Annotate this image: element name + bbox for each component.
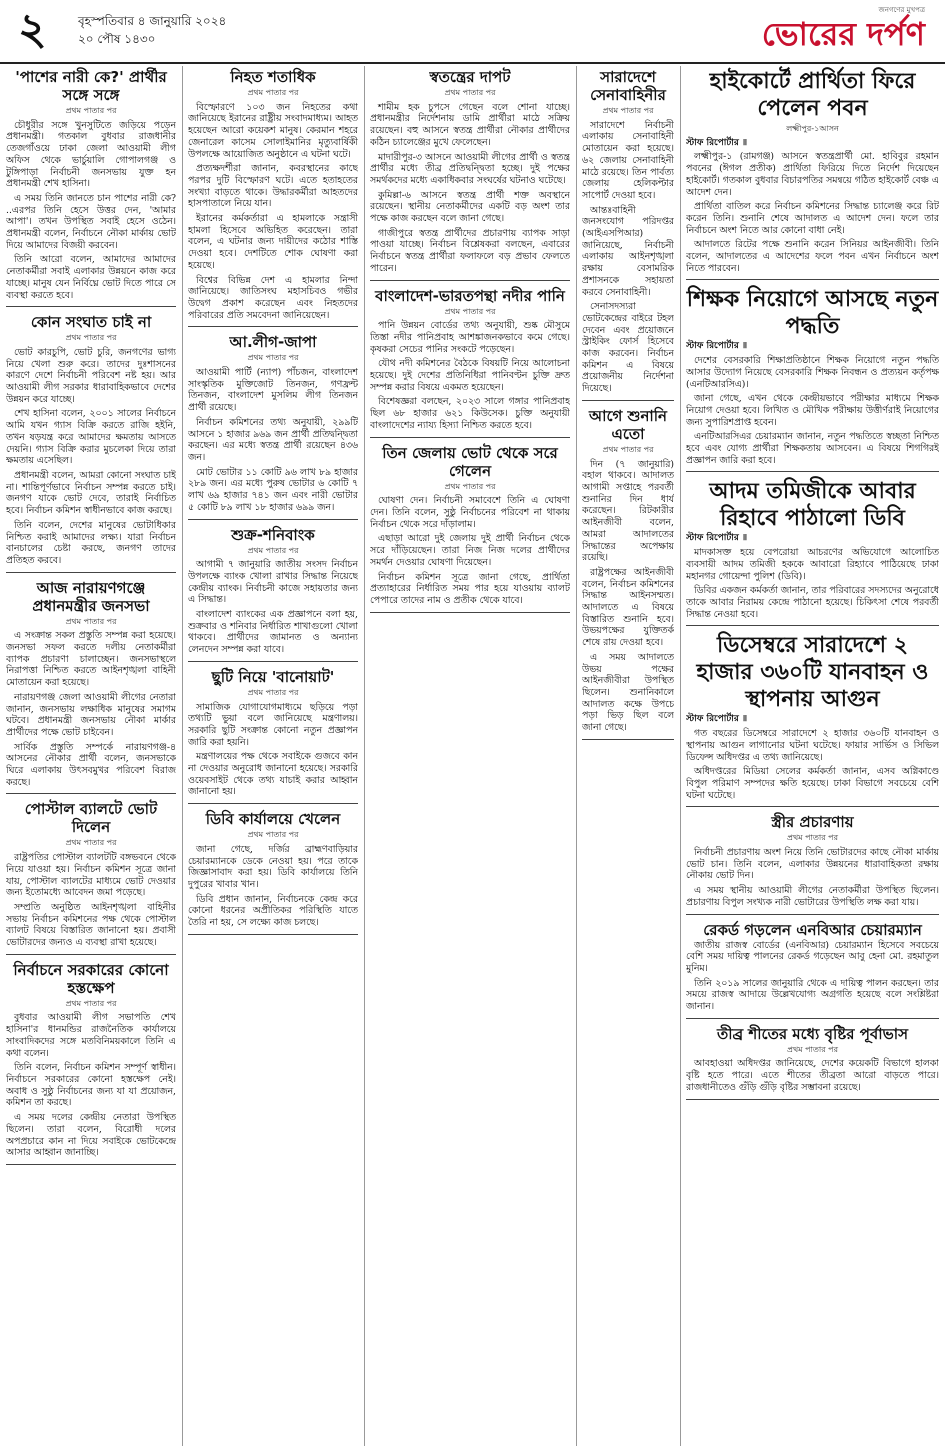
article-byline: স্টাফ রিপোর্টার ॥ [686, 533, 748, 544]
news-article [6, 961, 176, 1165]
news-article [582, 407, 674, 740]
article-kicker: প্রথম পাতার পর [247, 687, 299, 697]
newspaper-logo [762, 4, 925, 52]
article-divider [188, 519, 358, 520]
article-paragraph: আন্তঃবাহিনী জনসংযোগ পরিদপ্তর (আইএসপিআর) জানিয়েছে, নির্বাচনী এলাকায় আইনশৃঙ্খলা রক্ষায় বেসামরিক প্রশাসনকে সহায়তা করবে সেনাবাহিনী। [582, 204, 674, 298]
article-divider [188, 661, 358, 662]
article-paragraph: নির্বাচনী প্রচারণায় অংশ নিয়ে তিনি ভোটারদের কাছে নৌকা মার্কায় ভোট চান। তিনি বলেন, এলাকার উন্নয়নের ধারাবাহিকতা রক্ষায় নৌকায় ভোট দিন। [686, 847, 939, 882]
article-body [582, 120, 674, 395]
article-paragraph: মন্ত্রণালয়ের পক্ষ থেকে সবাইকে গুজবে কান না দেওয়ার অনুরোধ জানানো হয়েছে। সরকারি ওয়েবসাইট থেকে তথ্য যাচাই করার আহ্বান জানানো হয়। [188, 751, 358, 798]
article-paragraph: বিশ্বের বিভিন্ন দেশ এ হামলার নিন্দা জানিয়েছে। জাতিসংঘ মহাসচিবও গভীর উদ্বেগ প্রকাশ করেছেন এবং নিহতদের পরিবারের প্রতি সমবেদনা জানিয়েছেন। [188, 274, 358, 321]
article-divider [686, 625, 939, 626]
logo-tagline: জনগণের মুখপত্র [878, 6, 925, 14]
article-paragraph: এ সংক্রান্ত সকল প্রস্তুতি সম্পন্ন করা হয়েছে। জনসভা সফল করতে দলীয় নেতাকর্মীরা ব্যাপক প্রচারণা চালাচ্ছেন। জনসভাস্থলে নিরাপত্তা নিশ্চিত করতে আইনশৃঙ্খলা বাহিনী মোতায়েন করা হয়েছে। [6, 630, 176, 689]
logo-name: ভোরের দর্পণ [761, 15, 925, 53]
article-body [370, 495, 570, 606]
article-paragraph: জানা গেছে, এখন থেকে কেন্দ্রীয়ভাবে পরীক্ষার মাধ্যমে শিক্ষক নিয়োগ দেওয়া হবে। লিখিত ও মৌখিক পরীক্ষায় উত্তীর্ণরাই নিয়োগের জন্য সুপারিশপ্রাপ্ত হবেন। [686, 393, 939, 428]
article-byline: স্টাফ রিপোর্টার ॥ [686, 341, 748, 352]
article-divider [582, 400, 674, 401]
article-kicker: প্রথম পাতার পর [65, 998, 117, 1008]
article-kicker: প্রথম পাতার পর [787, 833, 838, 843]
article-headline: তীব্র শীতের মধ্যে বৃষ্টির পূর্বাভাস [716, 1024, 909, 1043]
article-body [582, 459, 674, 734]
article-paragraph: তিনি ২০১৯ সালের জানুয়ারি থেকে এ দায়িত্ব পালন করছেন। তার সময়ে রাজস্ব আদায়ে উল্লেখযোগ্য অগ্রগতি হয়েছে বলে সংশ্লিষ্টরা জানান। [686, 977, 939, 1013]
article-paragraph: বিশেষজ্ঞরা বলছেন, ২০২৩ সালে গঙ্গার পানিপ্রবাহ ছিল ৬৮ হাজার ৬২১ কিউসেক। চুক্তি অনুযায়ী বাংলাদেশের ন্যায্য হিস্যা নিশ্চিত করতে হবে। [370, 396, 570, 431]
masthead [0, 0, 945, 64]
article-body [188, 102, 358, 322]
article-divider [188, 934, 358, 935]
news-article [370, 444, 570, 613]
article-paragraph: সার্বিক প্রস্তুতি সম্পর্কে নারায়ণগঞ্জ-৪ আসনের নৌকার প্রার্থী বলেন, জনসভাকে ঘিরে এলাকায় উৎসবমুখর পরিবেশ বিরাজ করছে। [6, 741, 176, 788]
article-paragraph: এনটিআরসিএর চেয়ারম্যান জানান, নতুন পদ্ধতিতে স্বচ্ছতা নিশ্চিত হবে এবং যোগ্য প্রার্থীরা শিক্ষকতায় আসবেন। এ বিষয়ে শিগগিরই প্রজ্ঞাপন জারি করা হবে। [686, 431, 939, 466]
article-paragraph: তিনি বলেন, নির্বাচন কমিশন সম্পূর্ণ স্বাধীন। নির্বাচনে সরকারের কোনো হস্তক্ষেপ নেই। অবাধ ও সুষ্ঠু নির্বাচনের জন্য যা যা প্রয়োজন, কমিশন তা করছে। [6, 1062, 176, 1109]
article-kicker: প্রথম পাতার পর [65, 838, 117, 848]
article-paragraph: আদালতে রিটের পক্ষে শুনানি করেন সিনিয়র আইনজীবী। তিনি বলেন, আদালতের এ আদেশের ফলে পবন এখন নির্বাচনে অংশ নিতে পারবেন। [686, 239, 939, 274]
article-paragraph: দেশের বেসরকারি শিক্ষাপ্রতিষ্ঠানে শিক্ষক নিয়োগে নতুন পদ্ধতি আসার উদ্যোগ নিয়েছে বেসরকারি শিক্ষক নিবন্ধন ও প্রত্যয়ন কর্তৃপক্ষ (এনটিআরসিএ)। [686, 355, 939, 390]
article-headline: স্ত্রীর প্রচারণায় [771, 813, 854, 832]
article-kicker: প্রথম পাতার পর [247, 353, 299, 363]
article-headline: সারাদেশে সেনাবাহিনীর [590, 68, 666, 104]
column-4 [582, 66, 674, 1446]
article-divider [686, 1099, 939, 1100]
news-article [188, 333, 358, 519]
news-article [6, 68, 176, 307]
article-paragraph: নির্বাচন কমিশনের তথ্য অনুযায়ী, ২৯৯টি আসনে ১ হাজার ৯৬৯ জন প্রার্থী প্রতিদ্বন্দ্বিতা করছেন। এর মধ্যে স্বতন্ত্র প্রার্থী রয়েছেন ৪৩৬ জন। [188, 416, 358, 463]
article-headline: আ.লীগ-জাপা [229, 333, 317, 352]
article-paragraph: মাদকাসক্ত হয়ে বেপরোয়া আচরণের অভিযোগে আলোচিত ব্যবসায়ী আদম তমিজী হককে আবারো রিহ্যাবে পাঠিয়েছে ঢাকা মহানগর গোয়েন্দা পুলিশ (ডিবি)। [686, 547, 939, 582]
article-paragraph: বাংলাদেশ ব্যাংকের এক প্রজ্ঞাপনে বলা হয়, শুক্রবার ও শনিবার নির্ধারিত শাখাগুলো খোলা থাকবে। প্রার্থীদের জামানত ও অন্যান্য লেনদেন সম্পন্ন করা যাবে। [188, 609, 358, 656]
article-headline: ছুটি নিয়ে 'বানোয়াট' [211, 667, 335, 686]
article-body [686, 138, 939, 275]
article-kicker: প্রথম পাতার পর [65, 333, 117, 343]
article-body [370, 320, 570, 431]
article-paragraph: পানি উন্নয়ন বোর্ডের তথ্য অনুযায়ী, শুষ্ক মৌসুমে তিস্তা নদীর পানিপ্রবাহ আশঙ্কাজনকভাবে কমে গেছে। কৃষকরা সেচের পানির সংকটে পড়েছেন। [370, 320, 570, 355]
article-body [370, 102, 570, 275]
article-paragraph: শামীম হক চুপসে গেছেন বলে শোনা যাচ্ছে। প্রধানমন্ত্রীর নির্দেশনায় ডামি প্রার্থীরা মাঠে সক্রিয় রয়েছেন। বহু আসনে স্বতন্ত্র প্রার্থীরা নৌকার প্রার্থীদের কঠিন চ্যালেঞ্জের মুখে ফেলেছেন। [370, 101, 570, 148]
article-headline: 'পাশের নারী কে?' প্রার্থীর সঙ্গে সঙ্গে [15, 68, 167, 104]
news-article [6, 800, 176, 954]
article-paragraph: যৌথ নদী কমিশনের বৈঠকে বিষয়টি নিয়ে আলোচনা হয়েছে। দুই দেশের প্রতিনিধিরা পানিবণ্টন চুক্তি দ্রুত সম্পন্ন করার বিষয়ে একমত হয়েছেন। [370, 358, 570, 393]
article-paragraph: এ সময় আদালতে উভয় পক্ষের আইনজীবীরা উপস্থিত ছিলেন। শুনানিকালে আদালত কক্ষে উপচে পড়া ভিড় ছিল বলে জানা গেছে। [582, 651, 674, 734]
news-article [686, 813, 939, 914]
article-divider [370, 280, 570, 281]
article-paragraph: ইরানের কর্মকর্তারা এ হামলাকে সন্ত্রাসী হামলা হিসেবে অভিহিত করেছেন। তারা বলেন, এ ঘটনার জন্য দায়ীদের কঠোর শাস্তি দেওয়া হবে। দেশটিতে শোক ঘোষণা করা হয়েছে। [188, 213, 358, 271]
article-headline: শুক্র-শনিবাংক [231, 525, 315, 544]
article-byline: স্টাফ রিপোর্টার ॥ [686, 137, 748, 148]
news-article [686, 1025, 939, 1100]
article-body [686, 533, 939, 620]
article-paragraph: দিন (৭ জানুয়ারি) বহাল থাকবে। আদালত আগামী সপ্তাহে পরবর্তী শুনানির দিন ধার্য করেছেন। রিটকারীর আইনজীবী বলেন, আমরা আদালতের সিদ্ধান্তের অপেক্ষায় রয়েছি। [582, 458, 674, 564]
article-kicker: প্রথম পাতার পর [444, 481, 496, 491]
article-divider [582, 739, 674, 740]
article-body [188, 844, 358, 929]
article-kicker: প্রথম পাতার পর [444, 88, 496, 97]
article-kicker: প্রথম পাতার পর [602, 444, 654, 454]
column-5 [686, 66, 939, 1446]
article-paragraph: সারাদেশে নির্বাচনী এলাকায় সেনাবাহিনী মোতায়েন করা হয়েছে। ৬২ জেলায় সেনাবাহিনী মাঠে রয়েছে। তিন পার্বত্য জেলায় হেলিকপ্টার সাপোর্ট দেওয়া হবে। [582, 119, 674, 201]
article-kicker: প্রথম পাতার পর [787, 1044, 838, 1054]
article-headline: পোস্টাল ব্যালটে ভোট দিলেন [24, 800, 158, 837]
article-body [6, 1012, 176, 1158]
news-article [686, 478, 939, 626]
article-divider [6, 572, 176, 573]
article-divider [188, 803, 358, 804]
article-body [686, 847, 939, 909]
news-article [188, 526, 358, 662]
column-2 [188, 66, 358, 1446]
article-paragraph: তিনি বলেন, দেশের মানুষের ভোটাধিকার নিশ্চিত করাই আমাদের লক্ষ্য। যারা নির্বাচন বানচালের চেষ্টা করছে, জনগণ তাদের প্রতিহত করবে। [6, 519, 176, 566]
article-body [686, 1058, 939, 1093]
article-paragraph: মাদারীপুর-৩ আসনে আওয়ামী লীগের প্রার্থী ও স্বতন্ত্র প্রার্থীর মধ্যে তীব্র প্রতিদ্বন্দ্বিতা হচ্ছে। দুই পক্ষের সমর্থকদের মধ্যে একাধিকবার সংঘর্ষের ঘটনাও ঘটেছে। [370, 151, 570, 186]
article-divider [686, 914, 939, 915]
article-paragraph: কুমিল্লা-৬ আসনে স্বতন্ত্র প্রার্থী শক্ত অবস্থানে রয়েছেন। স্থানীয় নেতাকর্মীদের একটি বড় অংশ তার পক্ষে কাজ করছেন বলে জানা গেছে। [370, 189, 570, 225]
article-divider [6, 793, 176, 794]
article-paragraph: চৌধুরীর সঙ্গে খুনসুটিতে জড়িয়ে পড়েন প্রধানমন্ত্রী। গতকাল বুধবার রাজধানীর তেজগাঁওয়ে ঢাকা জেলা আওয়ামী লীগ অফিস থেকে ভার্চুয়ালি গোপালগঞ্জ ও টুঙ্গিপাড়া নির্বাচনী জনসভায় যুক্ত হন প্রধানমন্ত্রী শেখ হাসিনা। [6, 119, 176, 190]
page-number: ২ [18, 4, 47, 55]
article-paragraph: এছাড়া আরো দুই জেলায় দুই প্রার্থী নির্বাচন থেকে সরে দাঁড়িয়েছেন। তারা নিজ নিজ দলের প্রার্থীদের সমর্থন দেওয়ার ঘোষণা দিয়েছেন। [370, 533, 570, 568]
column-rule [364, 66, 365, 1446]
article-paragraph: আওয়ামী পার্টি (ন্যাপ) পাঁচজন, বাংলাদেশ সাংস্কৃতিক মুক্তিজোট তিনজন, গণফ্রন্ট তিনজন, বাংলাদেশ মুসলিম লীগ তিনজন প্রার্থী রয়েছে। [188, 367, 358, 414]
news-article [188, 68, 358, 327]
article-paragraph: অধিদপ্তরের মিডিয়া সেলের কর্মকর্তা জানান, এসব অগ্নিকাণ্ডে বিপুল পরিমাণ সম্পদের ক্ষতি হয়েছে। ঢাকা বিভাগে সবচেয়ে বেশি ঘটনা ঘটেছে। [686, 766, 939, 801]
news-article [686, 921, 939, 1019]
article-headline: ডিবি কার্যালয়ে খেলেন [205, 810, 341, 829]
article-divider [686, 279, 939, 280]
article-body [6, 347, 176, 567]
article-divider [6, 306, 176, 307]
article-headline: বাংলাদেশ-ভারতপন্থা নদীর পানি [375, 286, 565, 305]
article-kicker: প্রথম পাতার পর [247, 545, 299, 555]
article-paragraph: ঘোষণা দেন। নির্বাচনী সমাবেশে তিনি এ ঘোষণা দেন। তিনি বলেন, সুষ্ঠু নির্বাচনের পরিবেশ না থাকায় নির্বাচন থেকে সরে দাঁড়ালাম। [370, 495, 570, 530]
article-paragraph: লক্ষ্মীপুর-১ (রামগঞ্জ) আসনে স্বতন্ত্রপ্রার্থী মো. হাবিবুর রহমান পবনের (ঈগল প্রতীক) প্রার্থিতা ফিরিয়ে দিতে নির্দেশ দিয়েছেন হাইকোর্ট। গতকাল বুধবার বিচারপতির সমন্বয়ে গঠিত হাইকোর্ট বেঞ্চ এ আদেশ দেন। [686, 151, 939, 198]
article-headline: কোন সংঘাত চাই না [30, 313, 152, 332]
article-paragraph: নির্বাচন কমিশন সূত্রে জানা গেছে, প্রার্থিতা প্রত্যাহারের নির্ধারিত সময় পার হয়ে যাওয়ায় ব্যালট পেপারে তাদের নাম ও প্রতীক থেকে যাবে। [370, 571, 570, 606]
article-headline: আদম তমিজীকে আবার রিহাবে পাঠালো ডিবি [709, 479, 916, 532]
article-paragraph: জানা গেছে, দর্জির ব্রাহ্মণবাড়িয়ার চেয়ারম্যানকে ডেকে নেওয়া হয়। পরে তাকে জিজ্ঞাসাবাদ করা হয়। ডিবি কার্যালয়ে তিনি দুপুরের খাবার খান। [188, 843, 358, 890]
article-body [686, 940, 939, 1013]
news-article [6, 313, 176, 572]
news-article [188, 668, 358, 804]
article-paragraph: বুধবার আওয়ামী লীগ সভাপতি শেখ হাসিনা'র ধানমন্ডির রাজনৈতিক কার্যালয়ে সাংবাদিকদের সঙ্গে মতবিনিময়কালে তিনি এ কথা বলেন। [6, 1012, 176, 1059]
article-body [188, 559, 358, 656]
news-article [6, 579, 176, 795]
article-kicker: প্রথম পাতার পর [247, 830, 299, 840]
article-paragraph: সেনাসদস্যরা ভোটকেন্দ্রের বাইরে টহল দেবেন এবং প্রয়োজনে স্ট্রাইকিং ফোর্স হিসেবে কাজ করবেন। নির্বাচন কমিশন এ বিষয়ে প্রয়োজনীয় নির্দেশনা দিয়েছে। [582, 301, 674, 395]
article-headline: নির্বাচনে সরকারের কোনো হস্তক্ষেপ [13, 960, 169, 997]
article-paragraph: সামাজিক যোগাযোগমাধ্যমে ছড়িয়ে পড়া তথ্যটি ভুয়া বলে জানিয়েছে মন্ত্রণালয়। সরকারি ছুটি সংক্রান্ত কোনো নতুন প্রজ্ঞাপন জারি করা হয়নি। [188, 701, 358, 748]
date-gregorian: বৃহস্পতিবার ৪ জানুয়ারি ২০২৪ [78, 14, 227, 28]
article-divider [188, 326, 358, 327]
article-divider [370, 437, 570, 438]
article-paragraph: ডিবির একজন কর্মকর্তা জানান, তার পরিবারের সদস্যদের অনুরোধে তাকে আবার নিরাময় কেন্দ্রে পাঠানো হয়েছে। চিকিৎসা শেষে পরবর্তী সিদ্ধান্ত নেওয়া হবে। [686, 585, 939, 620]
article-paragraph: সম্প্রতি অনুষ্ঠিত আইনশৃঙ্খলা বাহিনীর সভায় নির্বাচন কমিশনের পক্ষ থেকে পোস্টাল ব্যালট বিষয়ে বিস্তারিত জানানো হয়। প্রবাসী ভোটারদের জন্যও এ ব্যবস্থা রাখা হয়েছে। [6, 901, 176, 949]
article-headline: তিন জেলায় ভোট থেকে সরে গেলেন [382, 443, 558, 480]
article-paragraph: জাতীয় রাজস্ব বোর্ডের (এনবিআর) চেয়ারম্যান হিসেবে সবচেয়ে বেশি সময় দায়িত্ব পালনের রেকর্ড গড়েছেন আবু হেনা মো. রহমাতুল মুনিম। [686, 939, 939, 974]
article-headline: আগে শুনানি এতো [588, 406, 668, 443]
article-paragraph: গত বছরের ডিসেম্বরে সারাদেশে ২ হাজার ৩৬০টি যানবাহন ও স্থাপনায় আগুন লাগানোর ঘটনা ঘটেছে। ফায়ার সার্ভিস ও সিভিল ডিফেন্স অধিদপ্তর এ তথ্য জানিয়েছে। [686, 728, 939, 763]
article-body [188, 367, 358, 513]
news-article [370, 287, 570, 438]
article-kicker: প্রথম পাতার পর [65, 106, 117, 115]
column-1 [6, 66, 176, 1446]
article-paragraph: এ সময় দলের কেন্দ্রীয় নেতারা উপস্থিত ছিলেন। তারা বলেন, বিরোধী দলের অপপ্রচারে কান না দিয়ে সবাইকে ভোটকেন্দ্রে আসার আহ্বান জানাচ্ছি। [6, 1112, 176, 1159]
article-headline: হাইকোর্টে প্রার্থিতা ফিরে পেলেন পবন [709, 69, 916, 121]
column-3 [370, 66, 570, 1446]
article-paragraph: প্রার্থিতা বাতিল করে নির্বাচন কমিশনের সিদ্ধান্ত চ্যালেঞ্জ করে রিট করেন তিনি। শুনানি শেষে আদালত এ আদেশ দেন। ফলে তার নির্বাচনে অংশ নিতে আর কোনো বাধা নেই। [686, 201, 939, 236]
news-article [188, 810, 358, 935]
article-headline: শিক্ষক নিয়োগে আসছে নতুন পদ্ধতি [686, 287, 939, 340]
article-paragraph: আগামী ৭ জানুয়ারি জাতীয় সংসদ নির্বাচন উপলক্ষে ব্যাংক খোলা রাখার সিদ্ধান্ত নিয়েছে কেন্দ্রীয় ব্যাংক। নির্বাচনী কাজে সহায়তার জন্য এ সিদ্ধান্ত। [188, 559, 358, 606]
article-paragraph: প্রত্যক্ষদর্শীরা জানান, কবরস্থানের কাছে পরপর দুটি বিস্ফোরণ ঘটে। এতে হতাহতের সংখ্যা বাড়তে থাকে। উদ্ধারকর্মীরা আহতদের হাসপাতালে নিয়ে যান। [188, 163, 358, 210]
article-divider [686, 471, 939, 472]
article-paragraph: রাষ্ট্রপতির পোস্টাল ব্যালটটি বঙ্গভবনে থেকে নিয়ে যাওয়া হয়। নির্বাচন কমিশন সূত্রে জানা যায়, পোস্টাল ব্যালটের মাধ্যমে ভোট দেওয়ার জন্য ইতোমধ্যে আবেদন জমা পড়েছে। [6, 852, 176, 899]
article-paragraph: ডিবি প্রধান জানান, নির্বাচনকে কেন্দ্র করে কোনো ধরনের অপ্রীতিকর পরিস্থিতি যাতে তৈরি না হয়, সে লক্ষ্যে কাজ চলছে। [188, 893, 358, 929]
article-headline: নিহত শতাধিক [230, 68, 316, 86]
article-paragraph: বিস্ফোরণে ১০৩ জন নিহতের কথা জানিয়েছে ইরানের রাষ্ট্রীয় সংবাদমাধ্যম। আহত হয়েছেন আরো কয়েকশ মানুষ। কেরমান শহরে জেনারেল কাসেম সোলাইমানির মৃত্যুবার্ষিকী উপলক্ষে আয়োজিত অনুষ্ঠানে এ ঘটনা ঘটে। [188, 101, 358, 160]
article-paragraph: মোট ভোটার ১১ কোটি ৯৬ লাখ ৮৯ হাজার ২৮৯ জন। এর মধ্যে পুরুষ ভোটার ৬ কোটি ৭ লাখ ৬৯ হাজার ৭৪১ জন এবং নারী ভোটার ৫ কোটি ৮৯ লাখ ১৮ হাজার ৬৯৯ জন। [188, 466, 358, 513]
article-paragraph: প্রধানমন্ত্রী বলেন, আমরা কোনো সংঘাত চাই না। শান্তিপূর্ণভাবে নির্বাচন সম্পন্ন করতে চাই। জনগণ যাকে ভোট দেবে, তারাই নির্বাচিত হবে। নির্বাচন কমিশন স্বাধীনভাবে কাজ করছে। [6, 469, 176, 517]
article-paragraph: রাষ্ট্রপক্ষের আইনজীবী বলেন, নির্বাচন কমিশনের সিদ্ধান্ত আইনসম্মত। আদালতে এ বিষয়ে বিস্তারিত শুনানি হবে। উভয়পক্ষের যুক্তিতর্ক শেষে রায় দেওয়া হবে। [582, 566, 674, 649]
article-kicker: প্রথম পাতার পর [444, 306, 496, 316]
news-article [686, 68, 939, 280]
article-paragraph: নারায়ণগঞ্জ জেলা আওয়ামী লীগের নেতারা জানান, জনসভায় লক্ষাধিক মানুষের সমাগম ঘটবে। প্রধানমন্ত্রী জনসভায় নৌকা মার্কার প্রার্থীদের পক্ষে ভোট চাইবেন। [6, 691, 176, 738]
column-rule [182, 66, 183, 1446]
article-kicker: প্রথম পাতার পর [602, 106, 654, 115]
article-divider [6, 954, 176, 955]
article-headline: আজ নারায়ণগঞ্জে প্রধানমন্ত্রীর জনসভা [32, 578, 150, 615]
news-article [370, 68, 570, 281]
column-rule [680, 66, 681, 1446]
article-headline: ডিসেম্বরে সারাদেশে ২ হাজার ৩৬০টি যানবাহন ও স্থাপনায় আগুন [696, 633, 929, 713]
article-divider [6, 1164, 176, 1165]
article-kicker: লক্ষ্মীপুর-১আসন [786, 124, 839, 133]
article-paragraph: তিনি আরো বলেন, আমাদের আমাদের নেতাকর্মীরা সবাই এলাকার উন্নয়নে কাজ করে যাচ্ছে। মানুষ যেন নির্বিঘ্নে ভোট দিতে পারে সে ব্যবস্থা করতে হবে। [6, 254, 176, 301]
article-kicker: প্রথম পাতার পর [65, 616, 117, 626]
column-rule [576, 66, 577, 1446]
news-article [686, 286, 939, 472]
article-paragraph: আবহাওয়া অধিদপ্তর জানিয়েছে, দেশের কয়েকটি বিভাগে হালকা বৃষ্টি হতে পারে। এতে শীতের তীব্রতা আরো বাড়তে পারে। রাজধানীতেও গুঁড়ি গুঁড়ি বৃষ্টির সম্ভাবনা রয়েছে। [686, 1058, 939, 1093]
article-paragraph: শেখ হাসিনা বলেন, ২০০১ সালের নির্বাচনে আমি যখন গ্যাস বিক্রি করতে রাজি হইনি, তখন ষড়যন্ত্র করে আমাদের ক্ষমতায় আসতে দেয়নি। গ্যাস বিক্রি করার মুচলেকা দিয়ে তারা ক্ষমতায় এসেছিল। [6, 408, 176, 467]
date-block [78, 12, 226, 48]
article-body [188, 702, 358, 799]
article-body [6, 852, 176, 949]
article-body [6, 630, 176, 788]
article-divider [686, 806, 939, 807]
article-paragraph: গাজীপুরে স্বতন্ত্র প্রার্থীদের প্রচারণায় ব্যাপক সাড়া পাওয়া যাচ্ছে। নির্বাচন বিশ্লেষকরা বলছেন, এবারের নির্বাচনে স্বতন্ত্র প্রার্থীরা ফলাফলে বড় প্রভাব ফেলতে পারেন। [370, 227, 570, 274]
date-bangla: ২০ পৌষ ১৪৩০ [78, 32, 156, 46]
news-article [582, 68, 674, 401]
article-divider [370, 612, 570, 613]
article-kicker: প্রথম পাতার পর [247, 88, 299, 97]
article-body [686, 341, 939, 466]
article-divider [686, 1018, 939, 1019]
article-paragraph: ভোট কারচুপি, ভোট চুরি, জনগণের ভাগ্য নিয়ে খেলা শুরু করে। তাদের দুঃশাসনের কারণে দেশে নির্বাচনী পরিবেশ নষ্ট হয়। আর আওয়ামী লীগ সরকার ধারাবাহিকভাবে দেশের উন্নয়ন করে যাচ্ছে। [6, 346, 176, 405]
article-paragraph: এ সময় স্থানীয় আওয়ামী লীগের নেতাকর্মীরা উপস্থিত ছিলেন। প্রচারণায় বিপুল সংখ্যক নারী ভোটারের উপস্থিতি লক্ষ করা যায়। [686, 885, 939, 908]
article-body [6, 120, 176, 302]
article-paragraph: এ সময় তিনি জানতে চান পাশের নারী কে? ..এরপর তিনি হেসে উত্তর দেন, 'আমার আপা'। তখন উপস্থিত সবাই হেসে ওঠেন। প্রধানমন্ত্রী বলেন, নির্বাচনে নৌকা মার্কায় ভোট দিয়ে আমাদের বিজয়ী করবেন। [6, 192, 176, 251]
article-headline: রেকর্ড গড়লেন এনবিআর চেয়ারম্যান [703, 920, 922, 939]
news-article [686, 632, 939, 807]
article-headline: স্বতন্ত্রের দাপট [429, 68, 511, 86]
article-byline: স্টাফ রিপোর্টার ॥ [686, 714, 748, 725]
article-body [686, 714, 939, 801]
